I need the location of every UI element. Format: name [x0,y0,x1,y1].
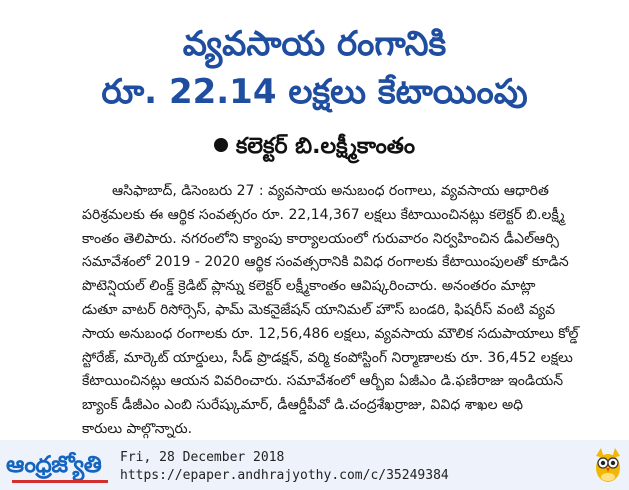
article-line: ఆసిఫాబాద్, డిసెంబరు 27 : వ్యవసాయ అనుబంధ రంగాలు, వ్యవసాయ ఆధారిత [112,183,549,199]
article-line: సాయ అనుబంధ రంగాలకు రూ. 12,56,486 లక్షలు, వ్యవసాయ మౌలిక సదుపాయాలు కోల్డ్ [82,325,579,342]
article-line: స్టోరేజ్, మార్కెట్ యార్డులు, సీడ్ ప్రొడక్షన్, వర్మి కంపోస్టింగ్ నిర్మాణాలకు రూ. 36,452 లక్షలు [82,349,573,366]
clipping-url[interactable]: https://epaper.andhrajyothy.com/c/35249384 [120,468,449,483]
article-line: కేటాయించినట్లు ఆయన వివరించారు. సమావేశంలో ఆర్బీఐ ఏజీఎం డి.ఫణిరాజు ఇండియన్ [82,373,564,390]
article-line: కారులు పాల్గొన్నారు. [82,420,193,437]
byline [0,134,629,164]
clipping-date: Fri, 28 December 2018 [120,450,285,465]
logo-underline [12,480,108,483]
epaper-footer [0,440,629,490]
byline-text: కలెక్టర్ బి.లక్ష్మీకాంతం [235,134,416,159]
headline [0,22,629,116]
article-line: సమావేశంలో 2019 - 2020 ఆర్థిక సంవత్సరానికి వివిధ రంగాలకు కేటాయింపులతో కూడిన [82,254,569,271]
article-line: పరిశ్రమలకు ఈ ఆర్థిక సంవత్సరం రూ. 22,14,367 లక్షలు కేటాయించినట్లు కలెక్టర్ బి.లక్ష్మీ [82,206,565,223]
article-line: కాంతం తెలిపారు. నగరంలోని క్యాంపు కార్యాలయంలో గురువారం నిర్వహించిన డీఎల్ఆర్సి [82,230,559,247]
article-line: డుతూ వాటర్ రిసోర్సెస్, ఫామ్ మెకనైజేషన్ యానిమల్ హౌస్ బండరి, ఫిషరీస్ వంటి వ్యవ [82,301,556,318]
owl-mascot-icon [593,446,623,484]
headline-line-2: రూ. 22.14 లక్షలు కేటాయింపు [101,72,528,112]
article-line: పొటెన్షియల్ లింక్డ్ క్రెడిట్ ప్లాన్ను కలెక్టర్ లక్ష్మీకాంతం ఆవిష్కరించారు. అనంతరం మాట్లా [82,278,536,295]
article-line: బ్యాంక్ డీజీఎం ఎంబి సురేష్కుమార్, డీఆర్డీపీవో డి.చంద్రశేఖర్రాజు, వివిధ శాఖల అధి [82,397,524,414]
andhrajyothy-logo[interactable]: ఆంధ్రజ్యోతి [6,452,102,478]
headline-line-1: వ్యవసాయ రంగానికి [182,24,447,64]
article-body [82,180,598,442]
bullet-icon [214,138,228,152]
